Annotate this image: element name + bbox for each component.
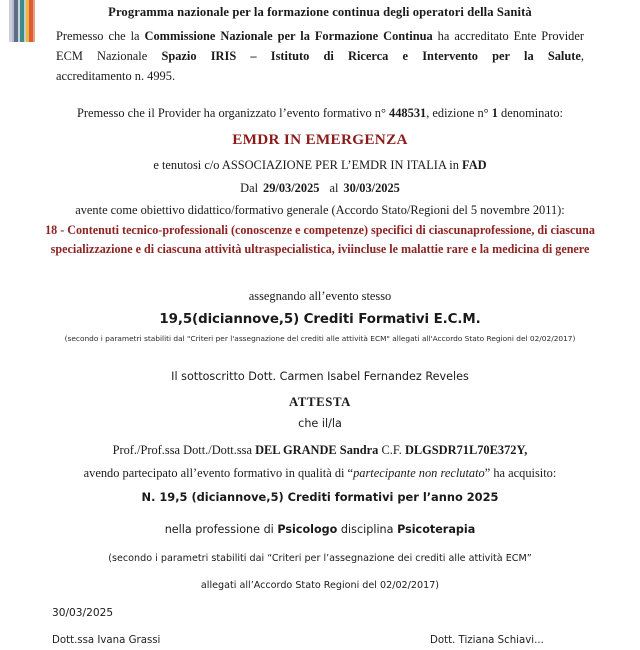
event-venue-line xyxy=(56,155,584,175)
event-intro-mid: , edizione n° xyxy=(426,106,492,120)
signature-left-text: Dott.ssa Ivana Grassi xyxy=(52,635,161,646)
participant-credits-prefix: N. xyxy=(141,490,160,504)
footer-date xyxy=(52,605,352,622)
accreditation-number: accreditamento n. 4995. xyxy=(56,69,176,84)
objective-intro xyxy=(56,200,584,220)
credits-footnote-text: (secondo i parametri stabiliti dal "Criteri per l'assegnazione del crediti alle attività ECM" allegati all'Accordo Stato Regioni del 02/02/2017) xyxy=(64,334,576,343)
closing-footnote-line1: (secondo i parametri stabiliti dai “Criteri per l’assegnazione dei crediti alle attività ECM” xyxy=(108,553,532,564)
provider-name: Spazio IRIS – Istituto di Ricerca e Intervento per la Salute xyxy=(161,49,581,64)
accreditation-paragraph xyxy=(56,26,584,86)
participant-identity xyxy=(56,440,584,460)
date-to: 30/03/2025 xyxy=(343,181,400,195)
discipline-prefix: disciplina xyxy=(337,523,398,536)
event-number: 448531 xyxy=(389,106,427,120)
participant-role-prefix: avendo partecipato all’evento formativo in qualità di “ xyxy=(83,466,354,480)
event-title-text: EMDR IN EMERGENZA xyxy=(232,131,408,148)
participant-profession-line xyxy=(56,521,584,539)
closing-footnote xyxy=(34,551,606,593)
accreditation-suffix: , xyxy=(580,49,584,64)
objective-intro-text: avente come obiettivo didattico/formativo generale (Accordo Stato/Regioni del 5 novembre 2011): xyxy=(75,203,565,217)
closing-footnote-line2: allegati all’Accordo Stato Regioni del 02/02/2017) xyxy=(200,579,440,591)
participant-role-suffix: ” ha acquisito: xyxy=(484,466,557,480)
attestation-signatory-text: Il sottoscritto Dott. Carmen Isabel Fernandez Reveles xyxy=(171,370,469,383)
commission-name: Commissione Nazionale per la Formazione Continua xyxy=(144,29,433,43)
event-dates-line xyxy=(56,178,584,198)
participant-surname: DEL GRANDE xyxy=(255,443,337,457)
event-intro-line xyxy=(56,103,584,123)
discipline-value: Psicoterapia xyxy=(397,523,476,536)
participant-given-name: Sandra xyxy=(339,443,379,457)
attestation-that-text: che il/la xyxy=(298,417,342,430)
accreditation-prefix: Premesso che la xyxy=(56,29,145,43)
attesta-heading-text: ATTESTA xyxy=(288,395,352,409)
date-from-label: Dal xyxy=(240,181,259,195)
event-intro-prefix: Premesso che il Provider ha organizzato l’evento formativo n° xyxy=(77,106,390,120)
participant-credits-value: 19,5 (diciannove,5) xyxy=(159,490,284,504)
event-title xyxy=(56,128,584,153)
signature-right-text: Dott. Tiziana Schiavi... xyxy=(430,635,544,646)
attestation-that xyxy=(56,415,584,433)
page-title xyxy=(56,2,584,22)
participant-credits-suffix: Crediti formativi per l’anno 2025 xyxy=(283,490,499,504)
credits-assign-label xyxy=(56,286,584,306)
attesta-heading xyxy=(56,392,584,413)
participant-credits-line xyxy=(56,488,584,506)
credits-assign-text: assegnando all’evento stesso xyxy=(248,289,392,303)
credits-value-text: 19,5(diciannove,5) Crediti Formativi E.C.M. xyxy=(159,312,481,327)
date-to-label: al xyxy=(329,181,339,195)
participant-role: partecipante non reclutato xyxy=(353,466,485,480)
profession-prefix: nella professione di xyxy=(164,523,278,536)
venue-prefix: e tenutosi c/o ASSOCIAZIONE PER L’EMDR IN ITALIA in xyxy=(153,158,463,172)
participant-fiscal-code: DLGSDR71L70E372Y, xyxy=(404,443,528,457)
signature-left xyxy=(52,633,302,646)
accreditation-mid: ha accreditato Ente Provider ECM Nazionale xyxy=(56,29,584,64)
objective-text xyxy=(34,221,606,260)
event-edition-number: 1 xyxy=(491,106,498,120)
credits-footnote xyxy=(24,333,616,345)
footer-date-text: 30/03/2025 xyxy=(52,607,114,619)
venue-mode: FAD xyxy=(462,158,487,172)
event-intro-suffix: denominato: xyxy=(497,106,563,120)
attestation-signatory xyxy=(56,368,584,386)
signature-right xyxy=(430,633,630,646)
objective-body: 18 - Contenuti tecnico-professionali (conoscenze e competenze) specifici di ciascunaprofessione, di ciascuna specializzazione e di ciascuna attività ultraspecialistica, iviincluse le malattie rare e la medicina di genere xyxy=(45,223,595,257)
date-from: 29/03/2025 xyxy=(263,181,320,195)
page-title-text: Programma nazionale per la formazione continua degli operatori della Sanità xyxy=(108,5,532,19)
participant-cf-label: C.F. xyxy=(378,443,405,457)
participant-role-line xyxy=(44,463,596,483)
participant-title-prefix: Prof./Prof.ssa Dott./Dott.ssa xyxy=(112,443,256,457)
profession-value: Psicologo xyxy=(277,523,338,536)
credits-value xyxy=(56,309,584,331)
